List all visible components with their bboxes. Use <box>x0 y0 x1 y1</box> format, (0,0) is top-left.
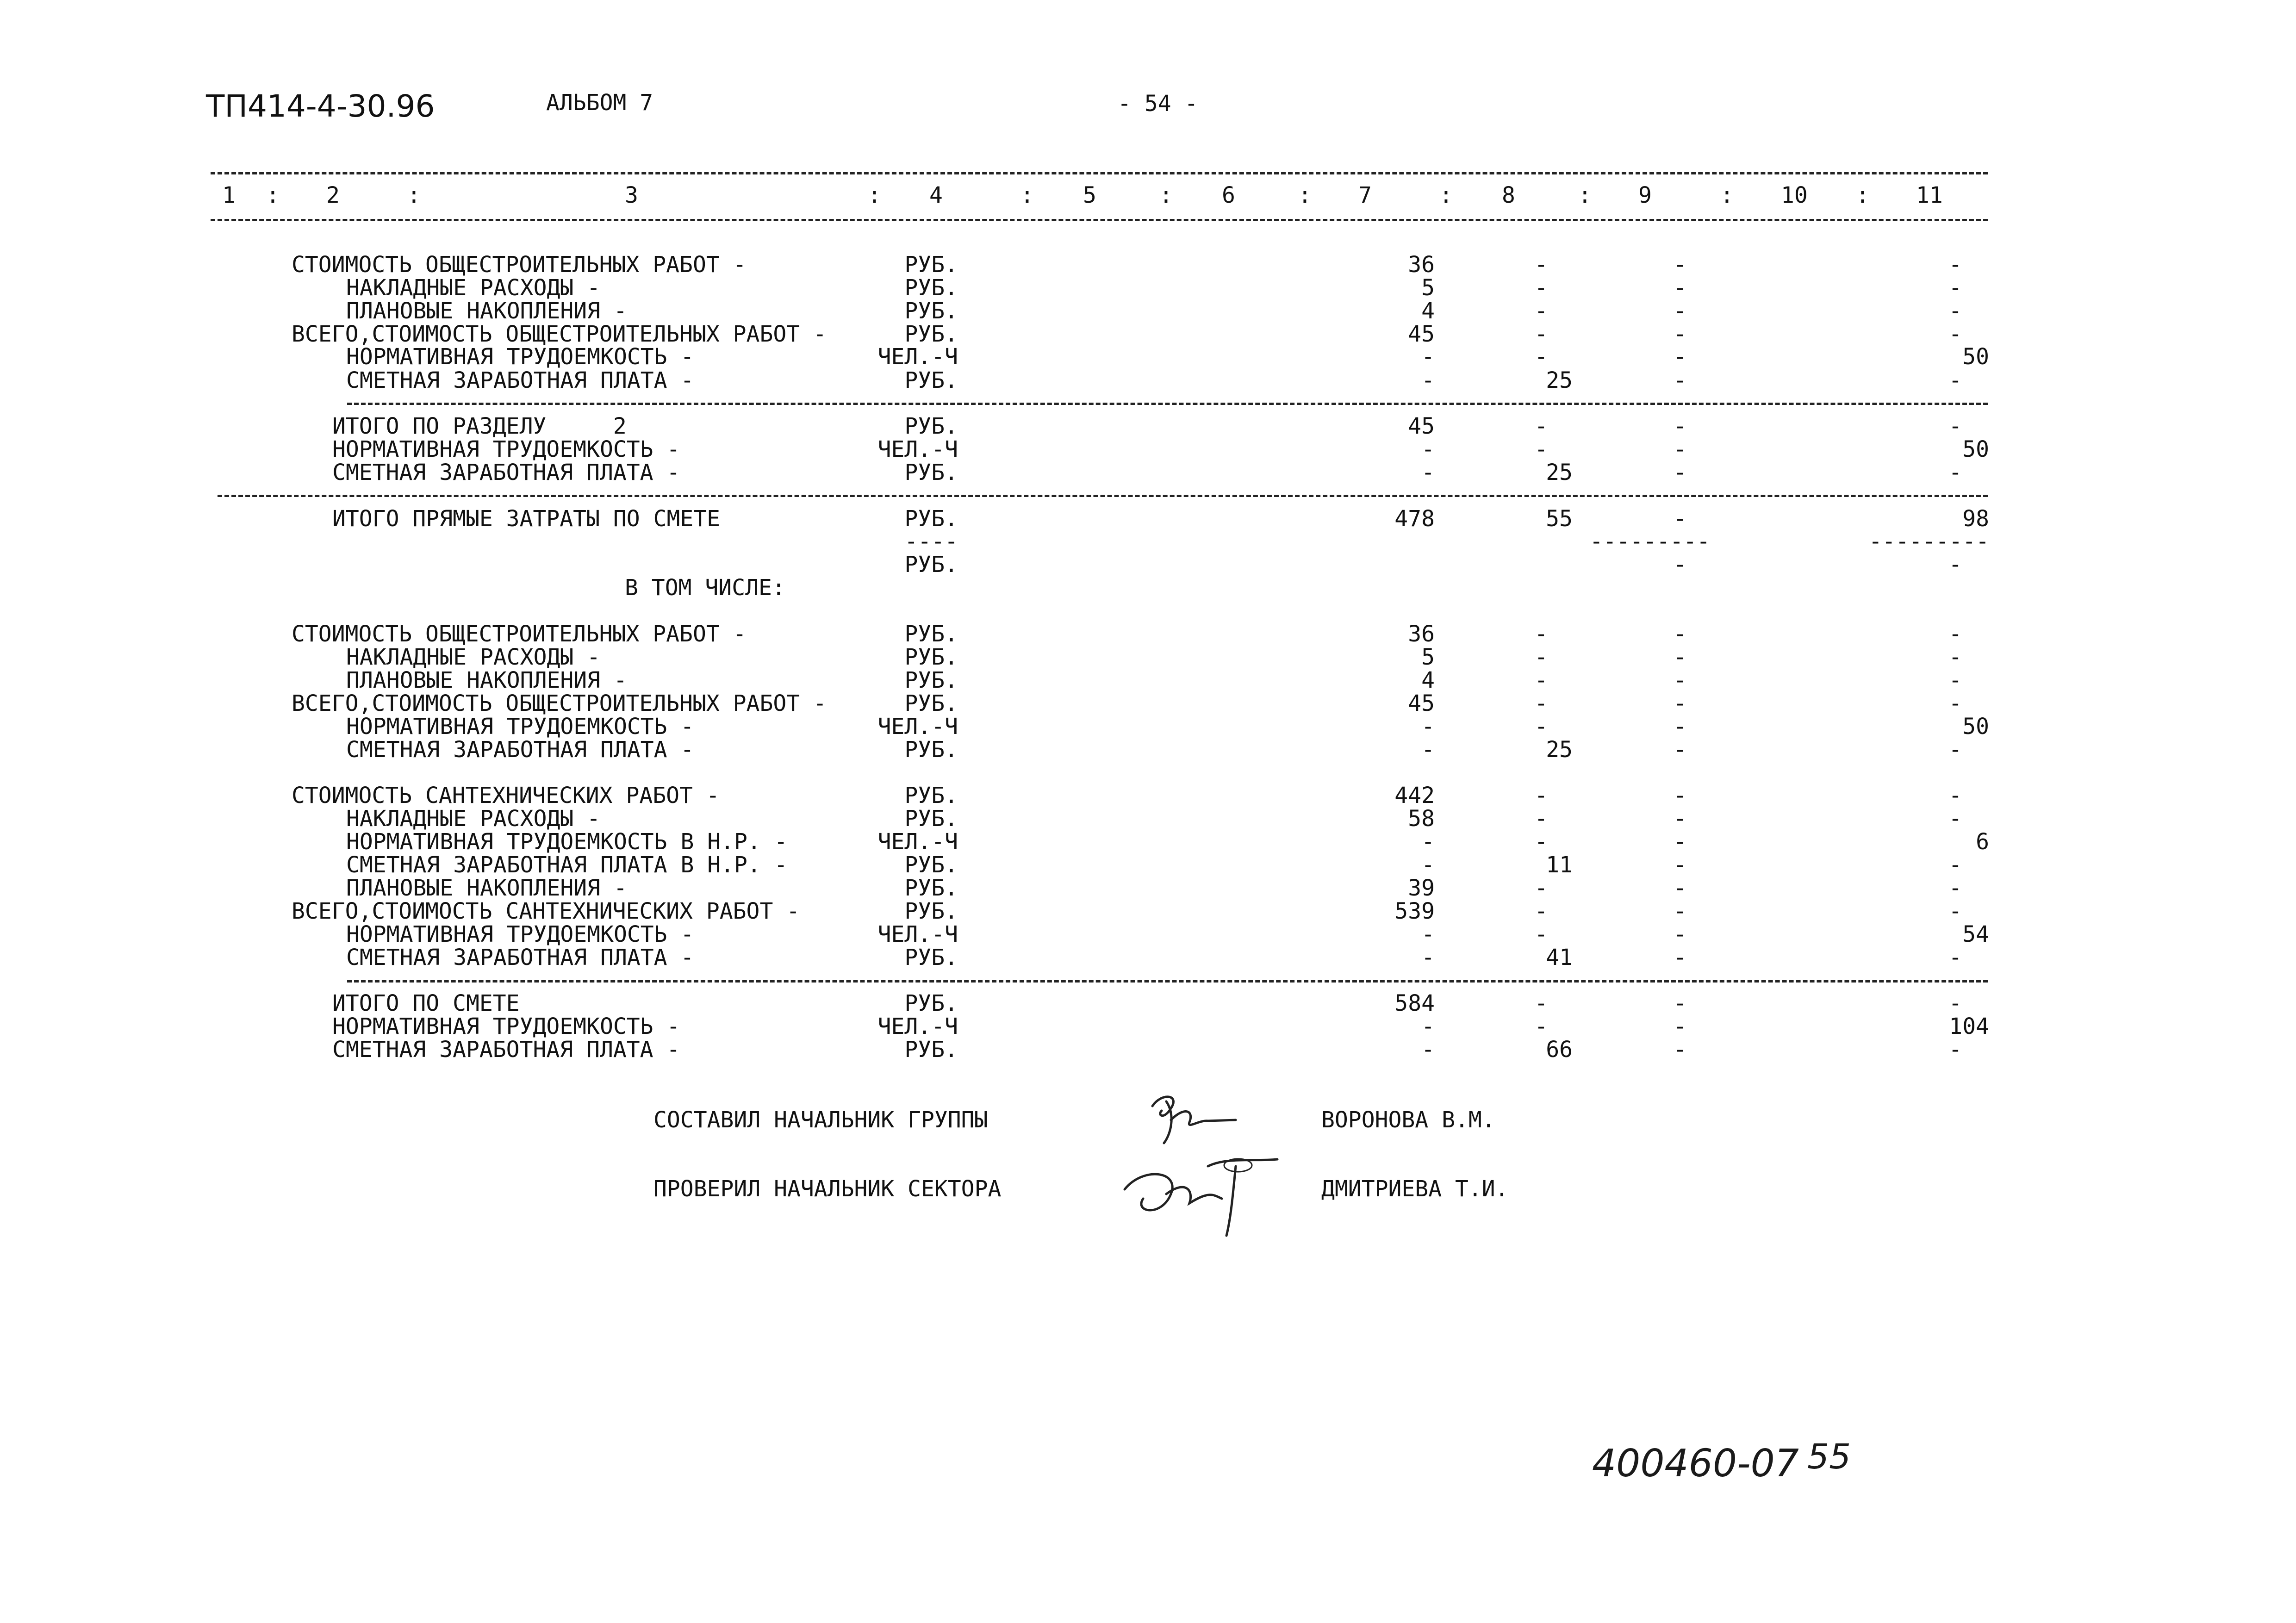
column-separator: : <box>1159 182 1173 208</box>
col-8-value: 11 <box>1546 852 1573 878</box>
col-11-value: - <box>1948 298 1962 324</box>
col-9-value: - <box>1673 898 1687 924</box>
col-11-value: - <box>1948 783 1962 808</box>
col-9-value: - <box>1673 321 1687 347</box>
column-separator: : <box>1856 182 1869 208</box>
col-7-value: 58 <box>1408 806 1435 832</box>
col-9-value: - <box>1673 945 1687 970</box>
row-label: ВСЕГО,СТОИМОСТЬ САНТЕХНИЧЕСКИХ РАБОТ - <box>292 898 800 924</box>
col-11-value: - <box>1948 413 1962 439</box>
col-9-value: - <box>1673 275 1687 301</box>
col-11-value: - <box>1948 552 1962 578</box>
column-number: 2 <box>326 182 340 208</box>
row-label: НОРМАТИВНАЯ ТРУДОЕМКОСТЬ - <box>332 1014 680 1039</box>
sheet-number: 55 <box>1807 1437 1851 1477</box>
col-8-value: - <box>1534 921 1548 947</box>
album-label: АЛЬБОМ 7 <box>546 90 653 116</box>
col-7-value: 478 <box>1394 506 1435 532</box>
col-7-value: - <box>1421 945 1435 970</box>
col-9-value: - <box>1673 667 1687 693</box>
col-7-value: - <box>1421 921 1435 947</box>
row-unit: РУБ. <box>904 806 958 832</box>
col-9-value: - <box>1673 990 1687 1016</box>
col-8-value: 25 <box>1546 367 1573 393</box>
col-11-value: - <box>1948 1037 1962 1063</box>
row-label: ПЛАНОВЫЕ НАКОПЛЕНИЯ - <box>346 298 627 324</box>
column-separator: : <box>1298 182 1312 208</box>
row-label: ИТОГО ПРЯМЫЕ ЗАТРАТЫ ПО СМЕТЕ <box>332 506 721 532</box>
row-unit: ЧЕЛ.-Ч <box>877 436 958 462</box>
row-unit: РУБ. <box>904 737 958 763</box>
col-8-value: 25 <box>1546 460 1573 485</box>
compiled-by-name: ВОРОНОВА В.М. <box>1321 1107 1495 1133</box>
checked-by-label: ПРОВЕРИЛ НАЧАЛЬНИК СЕКТОРА <box>653 1176 1002 1202</box>
row-label: НОРМАТИВНАЯ ТРУДОЕМКОСТЬ - <box>346 344 694 370</box>
row-label: НАКЛАДНЫЕ РАСХОДЫ - <box>346 806 601 832</box>
col-7-value: 45 <box>1408 690 1435 716</box>
col-9-value: - <box>1673 644 1687 670</box>
col-8-value: - <box>1534 321 1548 347</box>
col-9-value: - <box>1673 1037 1687 1063</box>
row-unit: РУБ. <box>904 552 958 578</box>
row-label: НОРМАТИВНАЯ ТРУДОЕМКОСТЬ В Н.Р. - <box>346 829 788 855</box>
row-label: НАКЛАДНЫЕ РАСХОДЫ - <box>346 275 601 301</box>
column-separator: : <box>1578 182 1592 208</box>
col-7-value: - <box>1421 436 1435 462</box>
row-unit: РУБ. <box>904 321 958 347</box>
row-label: ИТОГО ПО РАЗДЕЛУ 2 <box>332 413 627 439</box>
col-7-value: - <box>1421 1014 1435 1039</box>
row-label: СТОИМОСТЬ ОБЩЕСТРОИТЕЛЬНЫХ РАБОТ - <box>292 621 747 647</box>
col-7-value: 584 <box>1394 990 1435 1016</box>
col-7-value: - <box>1421 714 1435 740</box>
row-unit: РУБ. <box>904 298 958 324</box>
col-8-value: - <box>1534 413 1548 439</box>
col-11-value: 54 <box>1962 921 1989 947</box>
column-number: 4 <box>929 182 943 208</box>
row-label: СТОИМОСТЬ ОБЩЕСТРОИТЕЛЬНЫХ РАБОТ - <box>292 252 747 278</box>
row-unit: ЧЕЛ.-Ч <box>877 714 958 740</box>
compiled-signature <box>1143 1088 1263 1157</box>
col-7-value: 442 <box>1394 783 1435 808</box>
col-8-value: - <box>1534 436 1548 462</box>
col-9-value: --------- <box>1589 529 1710 554</box>
col-9-value: - <box>1673 875 1687 901</box>
col-9-value: - <box>1673 737 1687 763</box>
col-9-value: - <box>1673 298 1687 324</box>
col-11-value: --------- <box>1868 529 1989 554</box>
col-11-value: - <box>1948 275 1962 301</box>
row-unit: РУБ. <box>904 506 958 532</box>
column-number: 6 <box>1222 182 1235 208</box>
row-unit: РУБ. <box>904 1037 958 1063</box>
doc-code: ТП414-4-30.96 <box>206 88 435 124</box>
col-9-value: - <box>1673 921 1687 947</box>
col-7-value: 36 <box>1408 252 1435 278</box>
row-unit: ЧЕЛ.-Ч <box>877 829 958 855</box>
col-11-value: - <box>1948 898 1962 924</box>
row-unit: РУБ. <box>904 460 958 485</box>
col-7-value: 539 <box>1394 898 1435 924</box>
row-label: НОРМАТИВНАЯ ТРУДОЕМКОСТЬ - <box>332 436 680 462</box>
column-number: 8 <box>1502 182 1515 208</box>
col-7-value: - <box>1421 1037 1435 1063</box>
col-11-value: 98 <box>1962 506 1989 532</box>
col-11-value: - <box>1948 945 1962 970</box>
col-8-value: - <box>1534 275 1548 301</box>
col-7-value: 4 <box>1421 298 1435 324</box>
col-7-value: 4 <box>1421 667 1435 693</box>
col-8-value: 55 <box>1546 506 1573 532</box>
col-8-value: - <box>1534 344 1548 370</box>
column-number: 3 <box>625 182 638 208</box>
col-7-value: 5 <box>1421 644 1435 670</box>
col-8-value: - <box>1534 667 1548 693</box>
col-11-value: - <box>1948 852 1962 878</box>
col-7-value: - <box>1421 367 1435 393</box>
column-separator: : <box>266 182 280 208</box>
col-11-value: 6 <box>1976 829 1989 855</box>
col-9-value: - <box>1673 829 1687 855</box>
header-bottom-rule <box>211 219 1988 221</box>
row-unit: РУБ. <box>904 667 958 693</box>
checked-signature <box>1115 1148 1291 1250</box>
row-label: СМЕТНАЯ ЗАРАБОТНАЯ ПЛАТА - <box>332 1037 680 1063</box>
column-number: 5 <box>1083 182 1096 208</box>
col-8-value: - <box>1534 875 1548 901</box>
col-8-value: - <box>1534 690 1548 716</box>
col-11-value: - <box>1948 690 1962 716</box>
row-unit: РУБ. <box>904 621 958 647</box>
checked-by-name: ДМИТРИЕВА Т.И. <box>1321 1176 1509 1202</box>
row-label: В ТОМ ЧИСЛЕ: <box>625 575 785 601</box>
col-8-value: - <box>1534 898 1548 924</box>
column-separator: : <box>407 182 421 208</box>
column-number: 11 <box>1916 182 1943 208</box>
row-label: ВСЕГО,СТОИМОСТЬ ОБЩЕСТРОИТЕЛЬНЫХ РАБОТ - <box>292 690 827 716</box>
row-unit: РУБ. <box>904 644 958 670</box>
row-unit: РУБ. <box>904 690 958 716</box>
row-unit: РУБ. <box>904 367 958 393</box>
col-11-value: - <box>1948 321 1962 347</box>
column-number: 10 <box>1781 182 1808 208</box>
col-7-value: 5 <box>1421 275 1435 301</box>
col-9-value: - <box>1673 367 1687 393</box>
col-7-value: - <box>1421 829 1435 855</box>
col-9-value: - <box>1673 690 1687 716</box>
inventory-number: 400460-07 <box>1592 1442 1799 1486</box>
compiled-by-label: СОСТАВИЛ НАЧАЛЬНИК ГРУППЫ <box>653 1107 988 1133</box>
col-11-value: - <box>1948 990 1962 1016</box>
col-11-value: - <box>1948 621 1962 647</box>
row-unit: РУБ. <box>904 275 958 301</box>
row-unit: РУБ. <box>904 875 958 901</box>
column-separator: : <box>1720 182 1734 208</box>
column-separator: : <box>1439 182 1453 208</box>
row-unit: ЧЕЛ.-Ч <box>877 344 958 370</box>
col-9-value: - <box>1673 852 1687 878</box>
row-label: НОРМАТИВНАЯ ТРУДОЕМКОСТЬ - <box>346 714 694 740</box>
column-number: 7 <box>1358 182 1372 208</box>
col-9-value: - <box>1673 806 1687 832</box>
col-9-value: - <box>1673 552 1687 578</box>
column-separator: : <box>1020 182 1034 208</box>
row-unit: РУБ. <box>904 413 958 439</box>
col-9-value: - <box>1673 506 1687 532</box>
row-label: ПЛАНОВЫЕ НАКОПЛЕНИЯ - <box>346 875 627 901</box>
col-7-value: - <box>1421 852 1435 878</box>
col-8-value: - <box>1534 783 1548 808</box>
row-unit: РУБ. <box>904 783 958 808</box>
col-8-value: - <box>1534 714 1548 740</box>
col-7-value: - <box>1421 737 1435 763</box>
col-11-value: 50 <box>1962 714 1989 740</box>
row-label: СМЕТНАЯ ЗАРАБОТНАЯ ПЛАТА - <box>346 737 694 763</box>
col-9-value: - <box>1673 1014 1687 1039</box>
col-7-value: 36 <box>1408 621 1435 647</box>
column-separator: : <box>868 182 881 208</box>
col-11-value: - <box>1948 367 1962 393</box>
row-label: СМЕТНАЯ ЗАРАБОТНАЯ ПЛАТА В Н.Р. - <box>346 852 788 878</box>
col-8-value: 41 <box>1546 945 1573 970</box>
row-unit: РУБ. <box>904 252 958 278</box>
col-7-value: - <box>1421 344 1435 370</box>
row-label: ВСЕГО,СТОИМОСТЬ ОБЩЕСТРОИТЕЛЬНЫХ РАБОТ - <box>292 321 827 347</box>
col-11-value: - <box>1948 667 1962 693</box>
col-11-value: - <box>1948 644 1962 670</box>
header-top-rule <box>211 172 1988 174</box>
row-unit: ---- <box>904 529 958 554</box>
col-9-value: - <box>1673 621 1687 647</box>
col-9-value: - <box>1673 783 1687 808</box>
row-unit: РУБ. <box>904 990 958 1016</box>
row-label: НОРМАТИВНАЯ ТРУДОЕМКОСТЬ - <box>346 921 694 947</box>
col-9-value: - <box>1673 413 1687 439</box>
col-8-value: - <box>1534 644 1548 670</box>
col-11-value: 50 <box>1962 344 1989 370</box>
row-label: СТОИМОСТЬ САНТЕХНИЧЕСКИХ РАБОТ - <box>292 783 720 808</box>
col-8-value: - <box>1534 252 1548 278</box>
row-label: ИТОГО ПО СМЕТЕ <box>332 990 520 1016</box>
page-number: - 54 - <box>1118 91 1198 117</box>
col-8-value: 66 <box>1546 1037 1573 1063</box>
col-8-value: 25 <box>1546 737 1573 763</box>
col-8-value: - <box>1534 1014 1548 1039</box>
row-label: СМЕТНАЯ ЗАРАБОТНАЯ ПЛАТА - <box>332 460 680 485</box>
col-9-value: - <box>1673 252 1687 278</box>
col-8-value: - <box>1534 621 1548 647</box>
col-9-value: - <box>1673 714 1687 740</box>
col-9-value: - <box>1673 436 1687 462</box>
col-11-value: - <box>1948 252 1962 278</box>
row-unit: РУБ. <box>904 945 958 970</box>
col-7-value: 45 <box>1408 321 1435 347</box>
col-9-value: - <box>1673 344 1687 370</box>
col-11-value: 104 <box>1949 1014 1989 1039</box>
row-unit: РУБ. <box>904 898 958 924</box>
col-8-value: - <box>1534 806 1548 832</box>
section-rule <box>347 980 1988 983</box>
col-8-value: - <box>1534 829 1548 855</box>
col-11-value: - <box>1948 737 1962 763</box>
row-unit: РУБ. <box>904 852 958 878</box>
col-11-value: - <box>1948 875 1962 901</box>
col-11-value: 50 <box>1962 436 1989 462</box>
column-number: 1 <box>222 182 236 208</box>
col-11-value: - <box>1948 806 1962 832</box>
row-label: СМЕТНАЯ ЗАРАБОТНАЯ ПЛАТА - <box>346 945 694 970</box>
col-9-value: - <box>1673 460 1687 485</box>
column-number: 9 <box>1638 182 1652 208</box>
col-7-value: 45 <box>1408 413 1435 439</box>
col-8-value: - <box>1534 298 1548 324</box>
row-label: СМЕТНАЯ ЗАРАБОТНАЯ ПЛАТА - <box>346 367 694 393</box>
col-8-value: - <box>1534 990 1548 1016</box>
col-7-value: - <box>1421 460 1435 485</box>
row-label: НАКЛАДНЫЕ РАСХОДЫ - <box>346 644 601 670</box>
row-unit: ЧЕЛ.-Ч <box>877 1014 958 1039</box>
col-7-value: 39 <box>1408 875 1435 901</box>
section-rule <box>347 403 1988 405</box>
section-rule <box>218 495 1988 497</box>
row-unit: ЧЕЛ.-Ч <box>877 921 958 947</box>
row-label: ПЛАНОВЫЕ НАКОПЛЕНИЯ - <box>346 667 627 693</box>
col-11-value: - <box>1948 460 1962 485</box>
